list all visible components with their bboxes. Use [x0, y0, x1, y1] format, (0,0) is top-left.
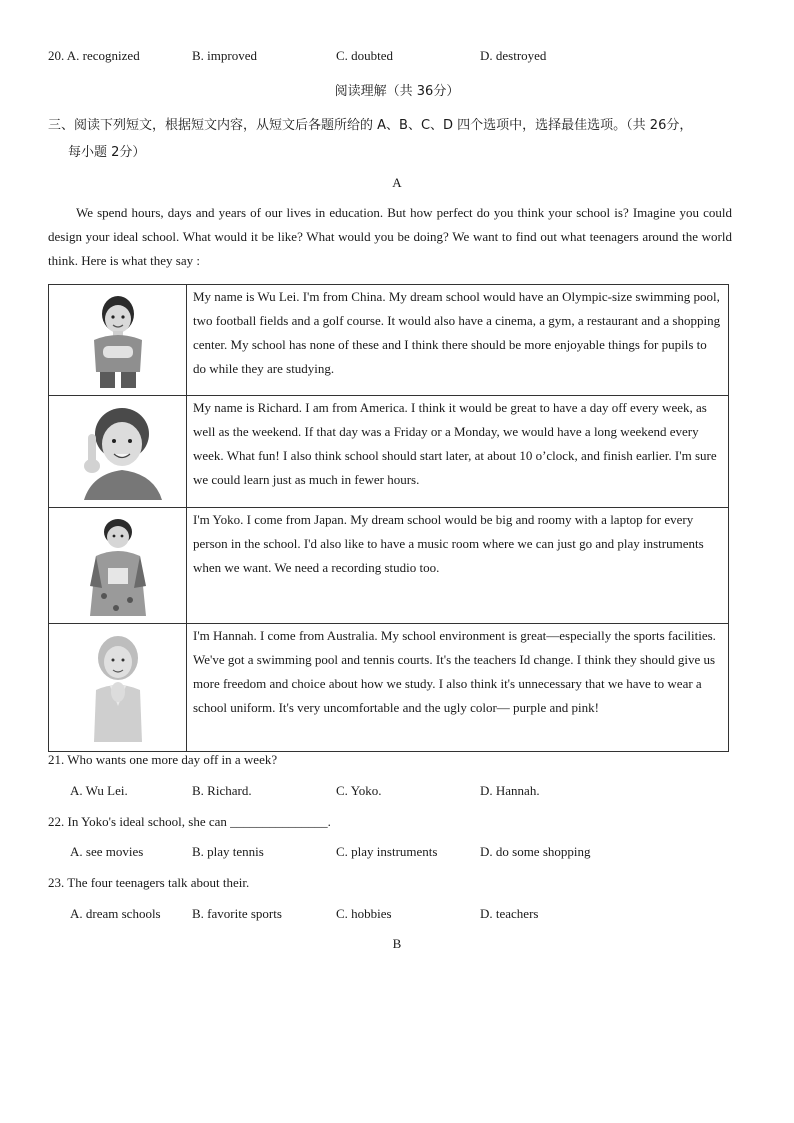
q20-option-b: B. improved — [192, 48, 257, 63]
q23-option-a: A. dream schools — [70, 906, 161, 921]
boy-richard-photo-icon — [72, 404, 164, 500]
q23-option-c: C. hobbies — [336, 906, 392, 921]
q23-option-b: B. favorite sports — [192, 906, 282, 921]
teenagers-table — [48, 284, 729, 752]
table-row — [49, 285, 729, 396]
q21-option-a: A. Wu Lei. — [70, 783, 128, 798]
section-instruction-line1: 三、阅读下列短文，根据短文内容，从短文后各题所给的 A、B、C、D 四个选项中，选择最佳选项。（共 26分， — [48, 118, 693, 133]
q20-option-a: 20. A. recognized — [48, 48, 140, 63]
table-text-cell: I'm Hannah. I come from Australia. My school environment is great—especially the sports facilities. We've got a swimming pool and tennis courts. It's the teachers Id change. I think they should give us more freedom and choice about how we study. I also think it's unnecessary that we have to wear a school uniform. It's very uncomfortable and the ugly color— purple and pink! — [187, 624, 729, 752]
section-instruction-line2: 每小题 2分） — [68, 145, 146, 160]
table-text-cell: I'm Yoko. I come from Japan. My dream school would be big and roomy with a laptop for every person in the school. I'd also like to have a music room where we can just go and play instruments when we want. We need a recording studio too. — [187, 508, 729, 624]
q23-option-d: D. teachers — [480, 906, 539, 921]
q22-option-c: C. play instruments — [336, 844, 438, 859]
q22-option-b: B. play tennis — [192, 844, 264, 859]
q21-option-b: B. Richard. — [192, 783, 252, 798]
passage-a-intro-text: We spend hours, days and years of our lives in education. But how perfect do you think your school is? Imagine you could design your ideal school. What would it be like? What would you be doing? We want to find out what teenagers around the world think. Here is what they say : — [48, 205, 732, 268]
table-row — [49, 508, 729, 624]
boy-wu-lei-photo-icon — [78, 292, 158, 388]
reading-section-heading: 阅读理解（共 36分） — [334, 84, 460, 99]
table-photo-cell — [49, 624, 187, 752]
q22-stem: 22. In Yoko's ideal school, she can _______________. — [48, 814, 331, 829]
q22-option-d: D. do some shopping — [480, 844, 591, 859]
table-photo-cell — [49, 396, 187, 508]
girl-yoko-photo-icon — [82, 516, 154, 616]
table-photo-cell — [49, 285, 187, 396]
girl-hannah-photo-icon — [82, 634, 154, 742]
q23-stem: 23. The four teenagers talk about their. — [48, 875, 250, 890]
table-text-cell: My name is Richard. I am from America. I think it would be great to have a day off every week, as well as the weekend. If that day was a Friday or a Monday, we would have a long weekend every week. What fun! I also think school should start later, at about 10 o’clock, and finish earlier. I'm sure we could learn just as much in fewer hours. — [187, 396, 729, 508]
q21-option-d: D. Hannah. — [480, 783, 540, 798]
q22-option-a: A. see movies — [70, 844, 144, 859]
table-photo-cell — [49, 508, 187, 624]
table-row — [49, 624, 729, 752]
q20-option-d: D. destroyed — [480, 48, 547, 63]
q21-option-c: C. Yoko. — [336, 783, 382, 798]
table-row — [49, 396, 729, 508]
passage-a-letter: A — [392, 175, 402, 190]
passage-a-intro — [48, 201, 732, 273]
passage-b-letter: B — [392, 936, 402, 951]
table-text-cell: My name is Wu Lei. I'm from China. My dream school would have an Olympic-size swimming pool, two football fields and a golf course. It would also have a cinema, a gym, a restaurant and a shopping center. My school has none of these and I think there should be more enjoyable things for pupils to do while they are studying. — [187, 285, 729, 396]
q20-option-c: C. doubted — [336, 48, 394, 63]
q21-stem: 21. Who wants one more day off in a week? — [48, 752, 278, 767]
